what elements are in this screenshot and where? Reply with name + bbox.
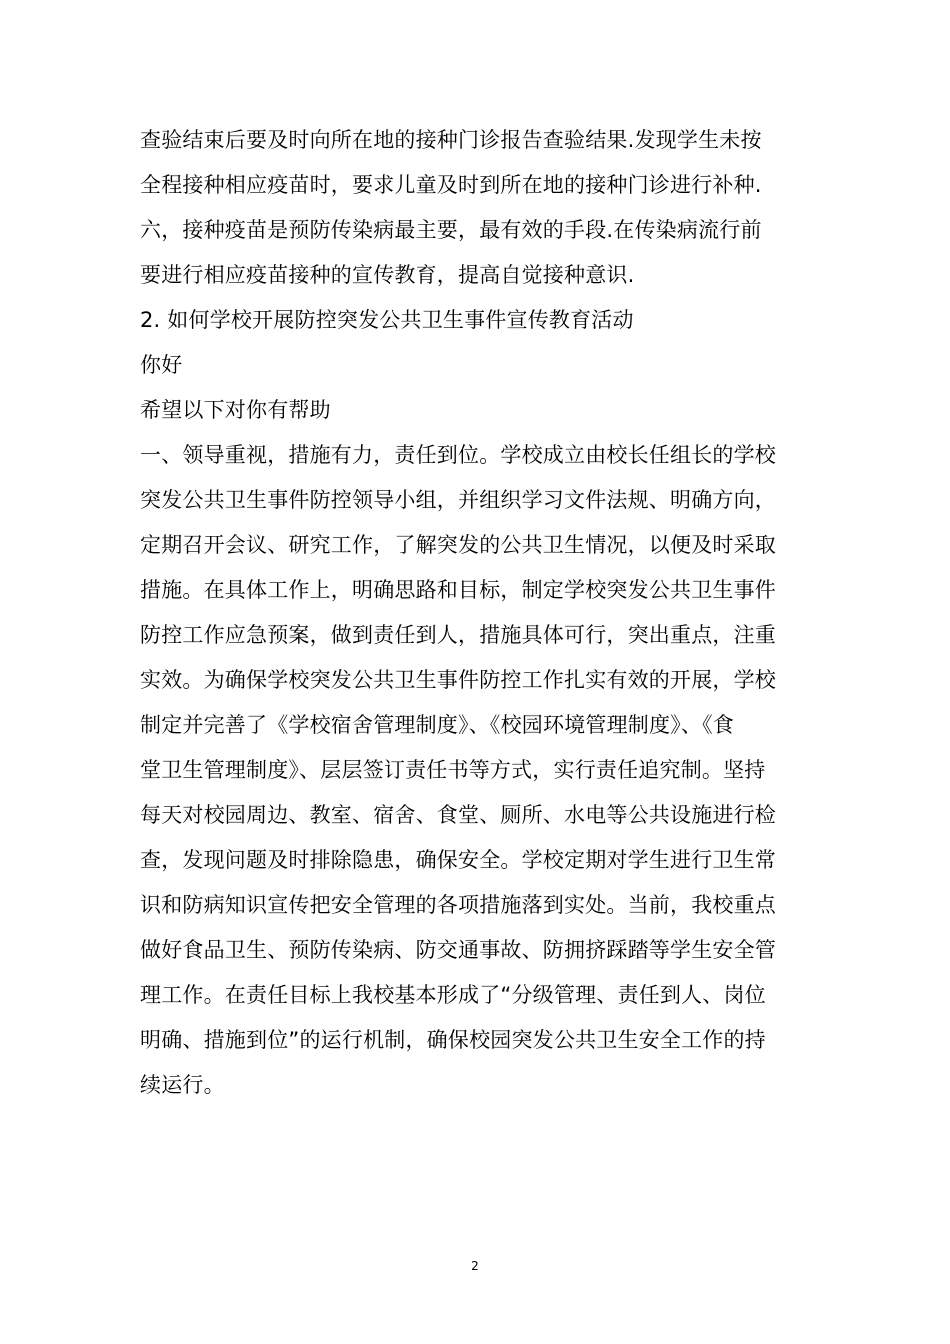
text-line: 续运行。: [140, 1073, 225, 1097]
text-line: 六，接种疫苗是预防传染病最主要，最有效的手段.在传染病流行前: [140, 218, 762, 242]
text-line: 措施。在具体工作上，明确思路和目标，制定学校突发公共卫生事件: [140, 578, 776, 602]
text-line: 防控工作应急预案，做到责任到人，措施具体可行，突出重点，注重: [140, 623, 776, 647]
text-line: 全程接种相应疫苗时，要求儿童及时到所在地的接种门诊进行补种.: [140, 173, 762, 197]
text-line: 要进行相应疫苗接种的宣传教育，提高自觉接种意识.: [140, 263, 635, 287]
text-line: 实效。为确保学校突发公共卫生事件防控工作扎实有效的开展，学校: [140, 668, 776, 692]
text-line: 希望以下对你有帮助: [140, 398, 331, 422]
text-line: 定期召开会议、研究工作，了解突发的公共卫生情况，以便及时采取: [140, 533, 776, 557]
text-line: 突发公共卫生事件防控领导小组，并组织学习文件法规、明确方向，: [140, 488, 776, 512]
section-heading: 2. 如何学校开展防控突发公共卫生事件宣传教育活动: [140, 308, 634, 332]
page-number: 2: [471, 1259, 479, 1273]
text-line: 一、领导重视，措施有力，责任到位。学校成立由校长任组长的学校: [140, 443, 776, 467]
text-line: 做好食品卫生、预防传染病、防交通事故、防拥挤踩踏等学生安全管: [140, 938, 776, 962]
body-text: [140, 118, 830, 1108]
text-line: 查验结束后要及时向所在地的接种门诊报告查验结果.发现学生未按: [140, 128, 762, 152]
text-line: 理工作。在责任目标上我校基本形成了“分级管理、责任到人、岗位: [140, 983, 766, 1007]
text-line: 明确、措施到位”的运行机制，确保校园突发公共卫生安全工作的持: [140, 1028, 766, 1052]
greeting-line: 你好: [140, 353, 183, 377]
text-line: 堂卫生管理制度》、层层签订责任书等方式，实行责任追究制。坚持: [140, 758, 766, 782]
text-line: 查，发现问题及时排除隐患，确保安全。学校定期对学生进行卫生常: [140, 848, 776, 872]
text-line: 每天对校园周边、教室、宿舍、食堂、厕所、水电等公共设施进行检: [140, 803, 776, 827]
text-line: 制定并完善了《学校宿舍管理制度》、《校园环境管理制度》、《食: [140, 713, 734, 737]
text-line: 识和防病知识宣传把安全管理的各项措施落到实处。当前，我校重点: [140, 893, 776, 917]
